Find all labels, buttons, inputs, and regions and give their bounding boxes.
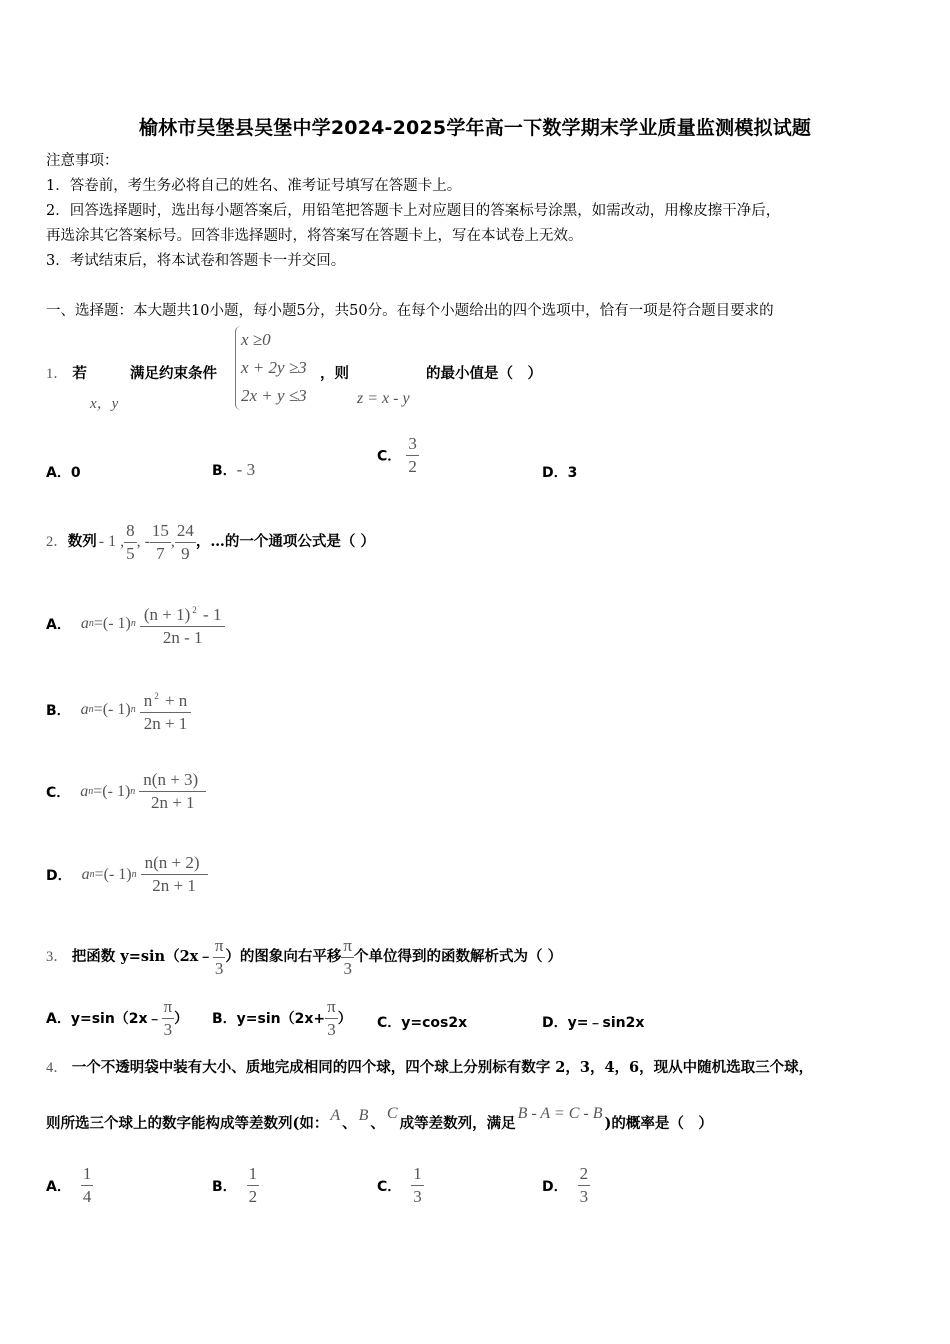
fraction: $\frac{15}{7}$ [151,520,169,563]
formula-sup: n [130,704,136,716]
question-number: 2． [46,534,68,550]
variables: x，y [90,396,119,412]
fraction: $\frac{1}{3}$ [413,1164,422,1206]
option-b[interactable] [46,686,191,734]
option-value: 0 [70,465,81,481]
constraint: x + 2y ≥3 [241,358,307,377]
constraint-system [235,326,307,410]
sequence-term: - 1 , [98,533,125,550]
notice-heading: 注意事项： [46,153,119,169]
option-value: y=sin（2x+ [236,1011,326,1027]
option-c[interactable] [46,770,206,813]
fraction: $\frac{n(n + 2)}{2n + 1}$ [141,853,208,896]
question-text: 满足约束条件 [130,365,217,382]
option-a[interactable] [46,993,188,1043]
question-text: 、 [370,1115,385,1132]
constraint: x ≥0 [241,330,271,349]
question-1 [46,365,87,383]
notice-item: 1．答卷前，考生务必将自己的姓名、准考证号填写在答题卡上。 [46,178,462,194]
section-heading: 一、选择题：本大题共10小题，每小题5分，共50分。在每个小题给出的四个选项中，恰有一项是符合题目要求的 [46,303,774,319]
fraction: $\frac{2}{3}$ [579,1164,589,1206]
option-a[interactable] [46,600,225,648]
formula-sup: n [131,869,137,880]
notice-item: 再选涂其它答案标号。回答非选择题时，将答案写在答题卡上，写在本试卷上无效。 [46,228,583,244]
option-value: 3 [567,465,578,481]
option-label: C． [377,448,402,465]
option-label: A． [46,1011,71,1027]
fraction: $\frac{24}{9}$ [176,520,194,563]
question-text: 数列 [67,533,97,550]
option-value: ） [174,1011,189,1027]
fraction: $\frac{n(n + 3)}{2n + 1}$ [139,770,206,813]
constraint: 2x + y ≤3 [241,386,307,405]
formula-sub: n [88,786,94,797]
option-label: A． [46,616,71,633]
option-label: D． [46,867,72,884]
option-c[interactable] [377,434,419,477]
option-a[interactable] [46,1164,93,1207]
question-text: 、 [342,1115,357,1132]
fraction: $\frac{\pi}{3}$ [163,996,173,1039]
question-text: 若 [72,365,87,382]
formula-lhs: a [80,614,89,632]
question-text: 则所选三个球上的数字能构成等差数列(如： [46,1115,329,1132]
condition: B - A = C - B [517,1105,603,1122]
question-3 [46,932,562,982]
question-text: ）的图象向右平移 [225,948,342,965]
question-4-line2 [46,1104,713,1144]
question-text: 把函数 y=sin（2x﹣ [71,948,213,965]
question-number: 1． [46,366,68,382]
option-d[interactable] [46,853,208,896]
option-label: C． [377,1015,402,1031]
question-4 [46,1059,813,1077]
option-label: A． [46,1178,71,1195]
option-a[interactable] [46,462,81,482]
fraction: $\frac{1}{2}$ [248,1164,258,1206]
option-b[interactable] [212,1164,259,1207]
fraction: $\frac{\pi}{3}$ [343,935,353,978]
option-b[interactable] [212,460,255,480]
question-number: 4． [46,1060,68,1076]
question-2 [46,520,375,564]
question-text: )的概率是（ ） [604,1115,713,1132]
option-d[interactable] [542,462,577,482]
option-b[interactable] [212,993,352,1043]
option-label: A． [46,465,71,481]
option-label: B． [212,463,237,479]
option-label: D． [542,1178,568,1195]
option-label: C． [377,1178,402,1195]
question-text: 的最小值是（ ） [426,365,542,382]
fraction: $\frac{n ^2 + n}{2n + 1}$ [140,686,192,734]
formula-sub: n [89,869,95,880]
fraction: $\frac{3}{2}$ [408,434,417,476]
formula-sup: n [130,618,136,630]
notice-item: 3．考试结束后，将本试卷和答题卡一并交回。 [46,253,346,269]
formula-sub: n [88,704,94,716]
option-label: B． [46,702,71,719]
option-d[interactable] [542,1012,644,1032]
formula-mid: =(- 1) [93,782,131,800]
math-var: B [358,1107,369,1124]
formula-sub: n [88,618,94,630]
question-text: 一个不透明袋中装有大小、质地完成相同的四个球，四个球上分别标有数字 2，3，4，6，现从中随机选取三个球， [71,1059,814,1076]
notice-item: 2．回答选择题时，选出每小题答案后，用铅笔把答题卡上对应题目的答案标号涂黑，如需改动，用橡皮擦干净后， [46,203,781,219]
option-label: B． [212,1178,237,1195]
option-value: - 3 [236,460,256,479]
option-label: B． [212,1011,237,1027]
option-d[interactable] [542,1164,590,1207]
formula-sup: n [130,786,136,797]
option-c[interactable] [377,1164,424,1207]
sequence-sep: , [170,533,175,550]
option-label: D． [542,465,568,481]
page-title: 榆林市吴堡县吴堡中学2024-2025学年高一下数学期末学业质量监测模拟试题 [138,117,812,139]
option-label: C． [46,784,71,801]
fraction: $\frac{8}{5}$ [126,520,135,563]
question-number: 3． [46,949,68,965]
formula-mid: =(- 1) [94,865,132,883]
option-value: y=﹣sin2x [567,1015,645,1031]
question-text: ，则 [320,365,349,382]
fraction: $\frac{\pi}{3}$ [214,935,224,978]
formula-mid: =(- 1) [93,614,131,632]
option-value: y=sin（2x﹣ [70,1011,162,1027]
math-var: C [386,1105,398,1122]
option-label: D． [542,1015,568,1031]
math-var: A [330,1107,341,1124]
question-text: 成等差数列，满足 [399,1115,516,1132]
question-text: 个单位得到的函数解析式为（ ） [354,948,563,965]
question-text: ，…的一个通项公式是（ ） [195,533,375,550]
formula-lhs: a [81,865,90,883]
formula-lhs: a [80,782,89,800]
fraction: $\frac{(n + 1) ^2 - 1}{2n - 1}$ [140,600,226,648]
option-c[interactable] [377,1012,467,1032]
sequence-sep: , - [136,533,150,550]
objective-function: z = x - y [357,390,410,407]
formula-lhs: a [80,700,89,718]
fraction: $\frac{1}{4}$ [82,1164,92,1206]
option-value: y=cos2x [401,1015,468,1031]
fraction: $\frac{\pi}{3}$ [327,996,336,1039]
formula-mid: =(- 1) [93,700,131,718]
option-value: ） [337,1011,352,1027]
